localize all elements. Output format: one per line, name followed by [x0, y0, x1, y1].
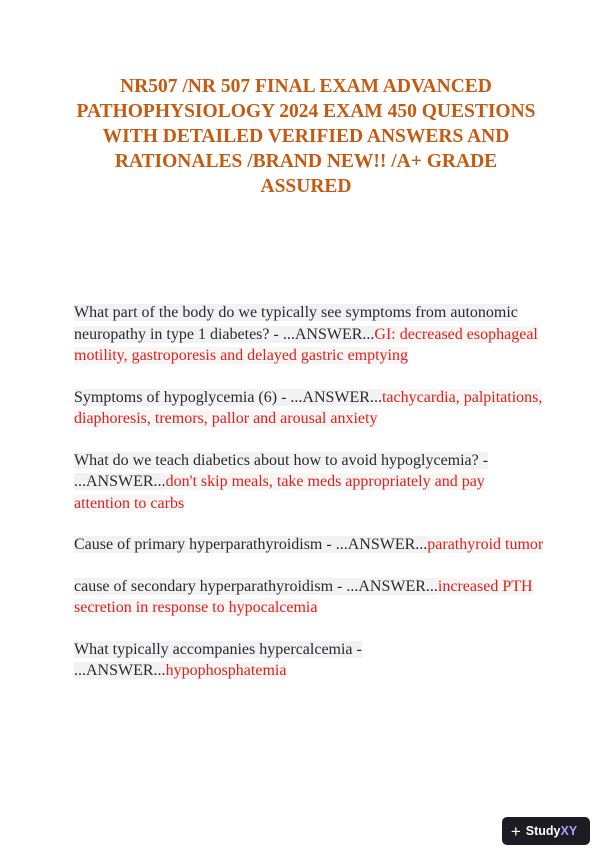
- document-title: NR507 /NR 507 FINAL EXAM ADVANCED PATHOPHYSIOLOGY 2024 EXAM 450 QUESTIONS WITH DETAILED VERIFIED ANSWERS AND RATIONALES /BRAND NEW!! /A+ GRADE ASSURED: [76, 76, 536, 197]
- badge-label-main: Study: [525, 824, 561, 838]
- studyxy-badge[interactable]: [502, 817, 590, 845]
- answer-separator: - ...ANSWER...: [269, 325, 375, 343]
- qa-item: [74, 639, 544, 682]
- answer-text: parathyroid tumor: [427, 536, 544, 553]
- question-text: cause of secondary hyperparathyroidism: [74, 577, 334, 595]
- answer-text: increased PTH secretion in response to hypocalcemia: [74, 577, 533, 616]
- question-text: Symptoms of hypoglycemia (6): [74, 388, 278, 406]
- qa-item: [74, 534, 544, 556]
- qa-item: [74, 387, 544, 430]
- answer-text: GI: decreased esophageal motility, gastroporesis and delayed gastric emptying: [74, 325, 538, 364]
- answer-text: don't skip meals, take meds appropriately and pay attention to carbs: [74, 473, 485, 512]
- badge-label-accent: XY: [560, 824, 578, 838]
- question-text: What part of the body do we typically see symptoms from autonomic neuropathy in type 1 diabetes?: [74, 304, 518, 343]
- answer-separator: - ...ANSWER...: [322, 536, 428, 553]
- plus-icon: +: [510, 821, 521, 841]
- answer-separator: - ...ANSWER...: [277, 388, 382, 406]
- answer-text: hypophosphatemia: [165, 662, 287, 679]
- answer-text: tachycardia, palpitations, diaphoresis, tremors, pallor and arousal anxiety: [74, 388, 543, 427]
- question-text: What typically accompanies hypercalcemia: [74, 640, 353, 658]
- question-text: Cause of primary hyperparathyroidism: [74, 536, 323, 553]
- qa-list: [74, 302, 544, 702]
- qa-item: [74, 450, 544, 515]
- qa-item: [74, 302, 544, 367]
- qa-item: [74, 576, 544, 619]
- answer-separator: - ...ANSWER...: [74, 640, 362, 679]
- question-text: What do we teach diabetics about how to avoid hypoglycemia?: [74, 451, 479, 469]
- answer-separator: - ...ANSWER...: [74, 451, 489, 490]
- answer-separator: - ...ANSWER...: [333, 577, 438, 595]
